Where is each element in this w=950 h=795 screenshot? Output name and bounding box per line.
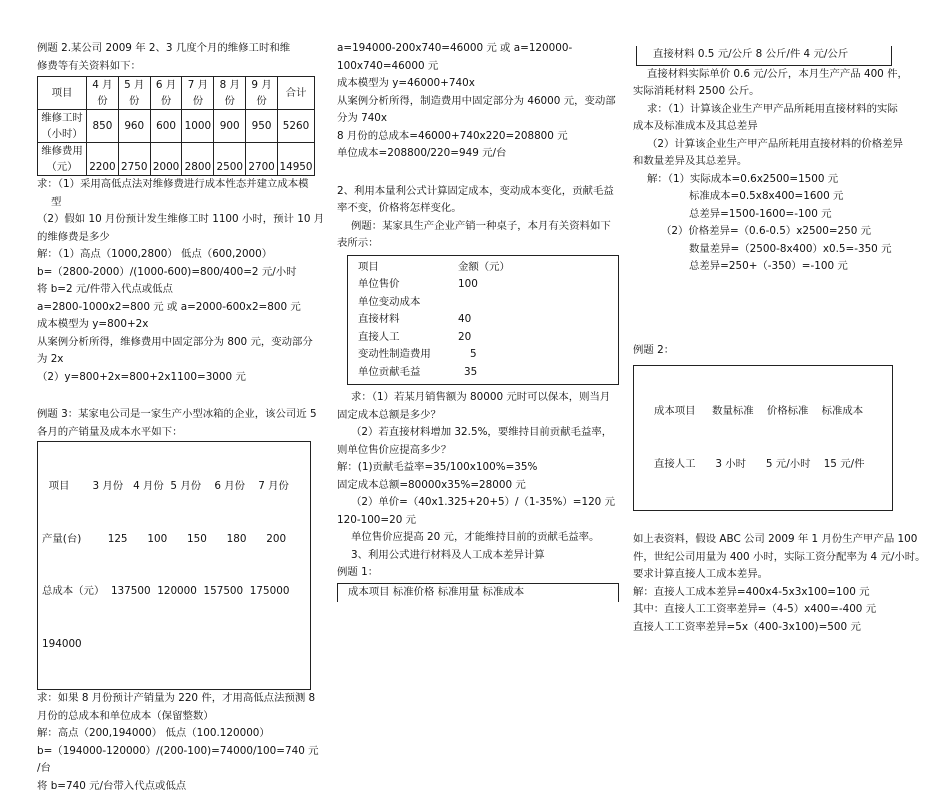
text-line: 解：（1）高点（1000,2800） 低点（600,2000）: [37, 246, 315, 264]
table-header-row: [38, 77, 315, 110]
table-cell: 850: [87, 110, 119, 143]
box-row: 直接人工 20: [358, 329, 608, 347]
box-line: 直接人工 3 小时 5 元/小时 15 元/件: [640, 456, 892, 474]
text-line: 解：(1)贡献毛益率=35/100x100%=35%: [337, 459, 622, 477]
text-line: b=（194000-120000）/(200-100)=74000/100=740 元: [37, 743, 315, 761]
box-line: 总成本（元） 137500 120000 157500 175000: [42, 583, 310, 601]
text-line: 解：（1）实际成本=0.6x2500=1500 元: [633, 171, 918, 189]
example2-title: 例题 2.某公司 2009 年 2、3 几度个月的维修工时和维: [37, 40, 315, 58]
text-line: 的维修费是多少: [37, 229, 315, 247]
text-line: 固定成本总额=80000x35%=28000 元: [337, 477, 622, 495]
text-line: （2）若直接材料增加 32.5%，要维持目前贡献毛益率，: [337, 424, 622, 442]
text-line: 成本模型为 y=800+2x: [37, 316, 315, 334]
text-line: 则单位售价应提高多少？: [337, 442, 622, 460]
text-line: 总差异=250+（-350）=-100 元: [633, 258, 918, 276]
table-cell: 2700: [246, 143, 278, 176]
table-cell: 2200: [87, 143, 119, 176]
text-line: 标准成本=0.5x8x400=1600 元: [633, 188, 918, 206]
table-cell: 900: [214, 110, 246, 143]
table-row: [38, 110, 315, 143]
text-line: a=194000-200x740=46000 元 或 a=120000-: [337, 40, 622, 58]
box-row: 直接材料 40: [358, 311, 608, 329]
text-line: 实际消耗材料 2500 公斤。: [633, 83, 918, 101]
text-line: 率不变，价格将怎样变化。: [337, 200, 622, 218]
text-line: 表所示：: [337, 235, 622, 253]
text-line: 分为 740x: [337, 110, 622, 128]
example3-title: 例题 3：某家电公司是一家生产小型冰箱的企业，该公司近 5: [37, 406, 315, 424]
section2-heading: 2、利用本量利公式计算固定成本，变动成本变化，贡献毛益: [337, 183, 622, 201]
text-line: 成本模型为 y=46000+740x: [337, 75, 622, 93]
text-line: 求：（1）计算该企业生产甲产品所耗用直接材料的实际: [633, 101, 918, 119]
text-line: 求：（1）若某月销售额为 80000 元时可以保本，则当月: [337, 389, 622, 407]
table-cell: 960: [118, 110, 150, 143]
text-line: 120-100=20 元: [337, 512, 622, 530]
text-line: 月份的总成本和单位成本（保留整数）: [37, 708, 315, 726]
text-line: 例题 1：: [337, 564, 622, 582]
section3-heading: 3、利用公式进行材料及人工成本差异计算: [337, 547, 622, 565]
table-header: 7 月份: [182, 77, 214, 110]
text-line: 单位售价应提高 20 元，才能维持目前的贡献毛益率。: [337, 529, 622, 547]
maintenance-table: [37, 76, 315, 176]
text-line: 将 b=740 元/台带入代点或低点: [37, 778, 315, 795]
box-line: 产量(台) 125 100 150 180 200: [42, 531, 310, 549]
table-header: 8 月份: [214, 77, 246, 110]
column-1: [37, 40, 315, 795]
text-line: 为 2x: [37, 351, 315, 369]
example2-title-cont: 修费等有关资料如下：: [37, 58, 315, 76]
text-line: /台: [37, 760, 315, 778]
column-3: [633, 46, 918, 636]
example3-box: [37, 441, 311, 690]
table-header: 4 月份: [87, 77, 119, 110]
text-line: 型: [37, 194, 315, 212]
table-header: 项目: [38, 77, 87, 110]
text-line: 件，世纪公司用量为 400 小时，实际工资分配率为 4 元/小时。: [633, 549, 918, 567]
text-line: 例题：某家具生产企业产销一种桌子，本月有关资料如下: [337, 218, 622, 236]
desk-cost-box: [347, 255, 619, 386]
text-line: 固定成本总额是多少？: [337, 407, 622, 425]
box-row: 单位售价 100: [358, 276, 608, 294]
table-header: 9 月份: [246, 77, 278, 110]
box-line: 成本项目 数量标准 价格标准 标准成本: [640, 403, 892, 421]
table-header: 合计: [278, 77, 315, 110]
text-line: 从案例分析所得，制造费用中固定部分为 46000 元，变动部: [337, 93, 622, 111]
text-line: 成本及标准成本及其总差异: [633, 118, 918, 136]
text-line: 100x740=46000 元: [337, 58, 622, 76]
table-header: 6 月份: [150, 77, 182, 110]
text-line: （2）计算该企业生产甲产品所耗用直接材料的价格差异: [633, 136, 918, 154]
table-cell: 600: [150, 110, 182, 143]
table-cell: 2800: [182, 143, 214, 176]
text-line: 和数量差异及其总差异。: [633, 153, 918, 171]
text-line: 解：直接人工成本差异=400x4-5x3x100=100 元: [633, 584, 918, 602]
table-header: 5 月份: [118, 77, 150, 110]
box-line: 项目 3 月份 4 月份 5 月份 6 月份 7 月份: [42, 478, 310, 496]
table-cell: 950: [246, 110, 278, 143]
table-cell: 2750: [118, 143, 150, 176]
text-line: 如上表资料，假设 ABC 公司 2009 年 1 月份生产甲产品 100: [633, 531, 918, 549]
text-line: b=（2800-2000）/(1000-600)=800/400=2 元/小时: [37, 264, 315, 282]
row-label: 维修工时 （小时）: [38, 110, 87, 143]
text-line: 将 b=2 元/件带入代点或低点: [37, 281, 315, 299]
text-line: 求：（1）采用高低点法对维修费进行成本性态并建立成本模: [37, 176, 315, 194]
text-line: （2）价格差异=（0.6-0.5）x2500=250 元: [633, 223, 918, 241]
text-line: 要求计算直接人工成本差异。: [633, 566, 918, 584]
text-line: 总差异=1500-1600=-100 元: [633, 206, 918, 224]
text-line: 从案例分析所得，维修费用中固定部分为 800 元，变动部分: [37, 334, 315, 352]
text-line: 8 月份的总成本=46000+740x220=208800 元: [337, 128, 622, 146]
box-row: 单位变动成本: [358, 294, 608, 312]
table-cell: 5260: [278, 110, 315, 143]
box-row: 项目 金额（元）: [358, 259, 608, 277]
text-line: （2）假如 10 月份预计发生维修工时 1100 小时，预计 10 月: [37, 211, 315, 229]
text-line: a=2800-1000x2=800 元 或 a=2000-600x2=800 元: [37, 299, 315, 317]
text-line: 数量差异=（2500-8x400）x0.5=-350 元: [633, 241, 918, 259]
text-line: 直接材料实际单价 0.6 元/公斤，本月生产产品 400 件，: [633, 66, 918, 84]
text-line: （2）y=800+2x=800+2x1100=3000 元: [37, 369, 315, 387]
material-standard-box-header: 成本项目 标准价格 标准用量 标准成本: [337, 583, 619, 602]
text-line: 直接人工工资率差异=5x（400-3x100)=500 元: [633, 619, 918, 637]
table-cell: 2500: [214, 143, 246, 176]
box-line: 194000: [42, 636, 310, 654]
column-2: [337, 40, 622, 602]
table-cell: 2000: [150, 143, 182, 176]
table-cell: 1000: [182, 110, 214, 143]
row-label: 维修费用 （元）: [38, 143, 87, 176]
box-row: 单位贡献毛益 35: [358, 364, 608, 382]
material-standard-box-row: 直接材料 0.5 元/公斤 8 公斤/件 4 元/公斤: [636, 46, 892, 66]
text-line: 其中：直接人工工资率差异=（4-5）x400=-400 元: [633, 601, 918, 619]
text-line: （2）单价=（40x1.325+20+5）/（1-35%）=120 元: [337, 494, 622, 512]
labor-standard-box: [633, 365, 893, 511]
table-row: [38, 143, 315, 176]
example2-labor-title: 例题 2：: [633, 342, 918, 360]
table-cell: 14950: [278, 143, 315, 176]
text-line: 求：如果 8 月份预计产销量为 220 件，才用高低点法预测 8: [37, 690, 315, 708]
example3-title-cont: 各月的产销量及成本水平如下：: [37, 424, 315, 442]
box-row: 变动性制造费用 5: [358, 346, 608, 364]
text-line: 解：高点（200,194000） 低点（100.120000）: [37, 725, 315, 743]
text-line: 单位成本=208800/220=949 元/台: [337, 145, 622, 163]
